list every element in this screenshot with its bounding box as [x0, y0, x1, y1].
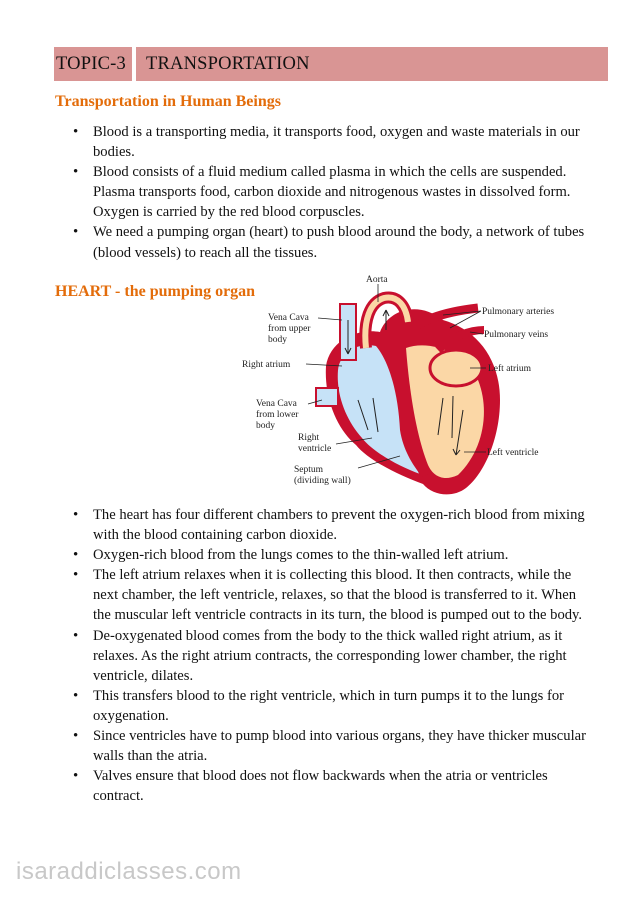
heart-diagram [238, 270, 558, 502]
section-heading-heart: HEART - the pumping organ [55, 283, 256, 300]
topic-title: TRANSPORTATION [136, 47, 608, 81]
label-vena-cava-upper-3: body [268, 335, 287, 345]
label-right-atrium: Right atrium [242, 360, 291, 370]
list-item: • This transfers blood to the right ventricle, which in turn pumps it to the lungs for oxygenation. [71, 686, 591, 726]
label-right-ventricle-1: Right [298, 433, 320, 443]
transportation-bullet-list [71, 122, 591, 263]
list-item: • We need a pumping organ (heart) to push blood around the body, a network of tubes (blood vessels) to reach all the tissues. [71, 222, 591, 262]
label-vena-cava-upper-1: Vena Cava [268, 313, 309, 323]
list-item: • Valves ensure that blood does not flow backwards when the atria or ventricles contract. [71, 766, 591, 806]
list-item: • The heart has four different chambers to prevent the oxygen-rich blood from mixing with the blood containing carbon dioxide. [71, 505, 591, 545]
heart-bullet-list [71, 505, 591, 806]
label-left-ventricle: Left ventricle [487, 448, 539, 458]
section-heading-transportation: Transportation in Human Beings [55, 93, 281, 110]
label-aorta: Aorta [366, 275, 388, 285]
list-item: • De-oxygenated blood comes from the body to the thick walled right atrium, as it relaxes. As the right atrium contracts, the corresponding lower chamber, the right ventricle, dilates. [71, 626, 591, 686]
vena-cava-lower-vessel [316, 388, 338, 406]
label-pulmonary-veins: Pulmonary veins [484, 330, 549, 340]
list-item: • Since ventricles have to pump blood into various organs, they have thicker muscular walls than the atria. [71, 726, 591, 766]
site-watermark: isaraddiclasses.com [16, 858, 242, 885]
label-septum-2: (dividing wall) [294, 476, 351, 486]
label-septum-1: Septum [294, 465, 324, 475]
label-vena-cava-upper-2: from upper [268, 324, 311, 334]
list-item: • Blood consists of a fluid medium called plasma in which the cells are suspended. Plasma transports food, carbon dioxide and nitrogenous wastes in dissolved form. Oxygen is carried by the red blood corpuscles. [71, 162, 591, 222]
list-item: • Oxygen-rich blood from the lungs comes to the thin-walled left atrium. [71, 545, 591, 565]
list-item: • The left atrium relaxes when it is collecting this blood. It then contracts, while the next chamber, the left ventricle, relaxes, so that the blood is transferred to it. When the muscular left ventricle contracts in its turn, the blood is pumped out to the body. [71, 565, 591, 625]
label-left-atrium: Left atrium [488, 364, 531, 374]
label-pulmonary-arteries: Pulmonary arteries [482, 307, 555, 317]
label-vena-cava-lower-1: Vena Cava [256, 399, 297, 409]
heart-diagram-illustration [238, 270, 558, 502]
label-vena-cava-lower-2: from lower [256, 410, 299, 420]
topic-bar [54, 47, 608, 81]
topic-number: TOPIC-3 [54, 47, 132, 81]
label-vena-cava-lower-3: body [256, 421, 275, 431]
label-right-ventricle-2: ventricle [298, 444, 332, 454]
list-item: • Blood is a transporting media, it transports food, oxygen and waste materials in our bodies. [71, 122, 591, 162]
